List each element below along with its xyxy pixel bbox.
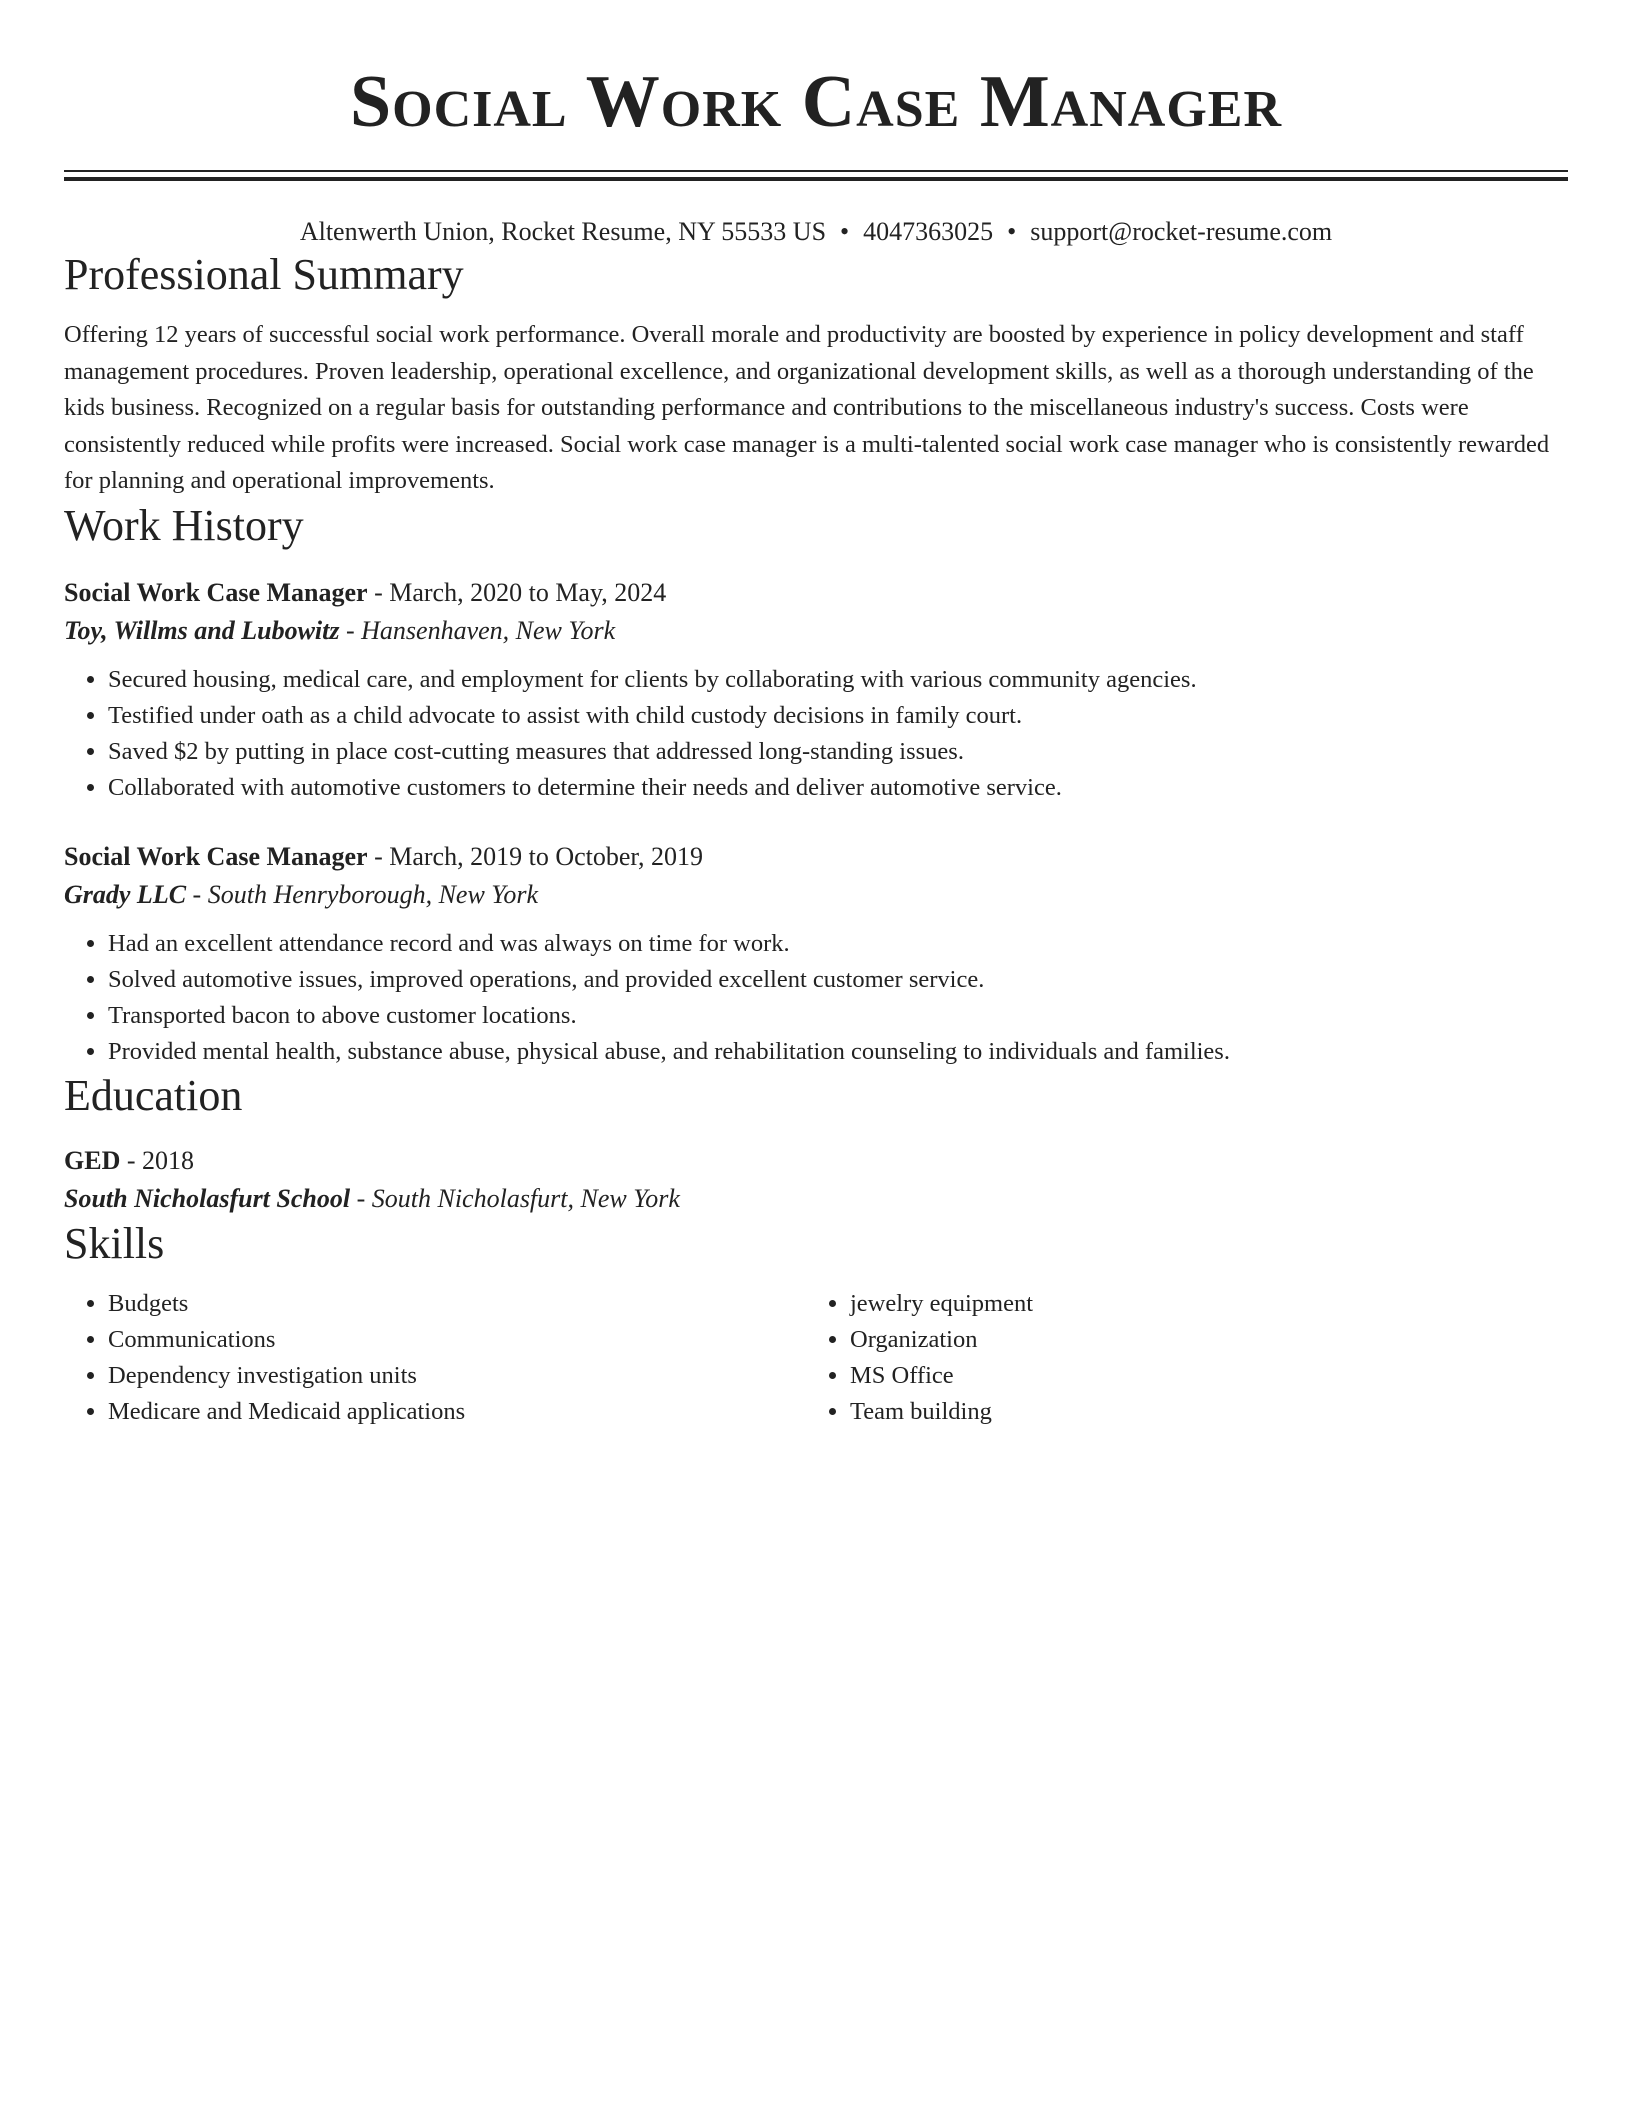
employer-name: Toy, Willms and Lubowitz (64, 615, 340, 645)
skill-item: • Team building (850, 1394, 1548, 1430)
job-bullet: • Secured housing, medical care, and employment for clients by collaborating with various community agencies. (108, 662, 1568, 698)
job-bullet-list (64, 926, 1568, 1070)
section-heading-summary: Professional Summary (64, 250, 464, 299)
job-bullet: • Saved $2 by putting in place cost-cutting measures that addressed long-standing issues. (108, 734, 1568, 770)
dash: - (367, 841, 390, 871)
resume-page (64, 0, 1568, 1430)
job-bullet: • Had an excellent attendance record and was always on time for work. (108, 926, 1568, 962)
employer-line (64, 876, 1568, 914)
job-bullet: • Provided mental health, substance abuse, physical abuse, and rehabilitation counseling to individuals and families. (108, 1034, 1568, 1070)
job-title-line (64, 574, 1568, 612)
employer-location: Hansenhaven, New York (361, 615, 616, 645)
skills-list-left (64, 1286, 806, 1430)
school-name: South Nicholasfurt School (64, 1183, 351, 1213)
employer-line (64, 612, 1568, 650)
contact-email: support@rocket-resume.com (1030, 217, 1333, 246)
job-bullet: • Transported bacon to above customer locations. (108, 998, 1568, 1034)
job-dates: March, 2019 to October, 2019 (389, 841, 704, 871)
job-title: Social Work Case Manager (64, 577, 368, 607)
skill-item: • jewelry equipment (850, 1286, 1548, 1322)
job-bullet: • Collaborated with automotive customers to determine their needs and deliver automotive service. (108, 770, 1568, 806)
skill-item: • Organization (850, 1322, 1548, 1358)
contact-separator: • (1007, 217, 1017, 246)
job-title: Social Work Case Manager (64, 841, 368, 871)
employer-name: Grady LLC (64, 879, 187, 909)
employer-location: South Henryborough, New York (207, 879, 539, 909)
contact-phone: 4047363025 (863, 217, 994, 246)
degree: GED (64, 1145, 121, 1175)
skill-item: • Medicare and Medicaid applications (108, 1394, 806, 1430)
graduation-year: 2018 (142, 1145, 195, 1175)
job-entry (64, 838, 1568, 1070)
section-heading-work-history: Work History (64, 500, 304, 550)
education-entry (64, 1142, 1568, 1218)
skills-list-right (806, 1286, 1548, 1430)
job-bullet: • Solved automotive issues, improved operations, and provided excellent customer service. (108, 962, 1568, 998)
job-title-line (64, 838, 1568, 876)
skill-item: • MS Office (850, 1358, 1548, 1394)
job-dates: March, 2020 to May, 2024 (389, 577, 667, 607)
resume-name: Social Work Case Manager (349, 61, 1283, 143)
section-heading-skills: Skills (64, 1218, 165, 1268)
job-entry (64, 574, 1568, 806)
school-location: South Nicholasfurt, New York (371, 1183, 680, 1213)
skill-item: • Dependency investigation units (108, 1358, 806, 1394)
contact-separator: • (840, 217, 850, 246)
skill-item: • Communications (108, 1322, 806, 1358)
contact-line (64, 215, 1568, 249)
dash: - (350, 1183, 372, 1213)
dash: - (120, 1145, 143, 1175)
skills-grid (64, 1286, 1568, 1430)
school-line (64, 1180, 1568, 1218)
job-bullet-list (64, 662, 1568, 806)
dash: - (186, 879, 208, 909)
dash: - (339, 615, 362, 645)
dash: - (367, 577, 390, 607)
job-bullet: • Testified under oath as a child advocate to assist with child custody decisions in family court. (108, 698, 1568, 734)
header-divider (64, 170, 1568, 181)
summary-paragraph: Offering 12 years of successful social work performance. Overall morale and productivity are boosted by experience in policy development and staff management procedures. Proven leadership, operational excellence, and organizational development skills, as well as a thorough understanding of the kids business. Recognized on a regular basis for outstanding performance and contributions to the miscellaneous industry's success. Costs were consistently reduced while profits were increased. Social work case manager is a multi-talented social work case manager who is consistently rewarded for planning and operational improvements. (64, 321, 1550, 494)
skill-item: • Budgets (108, 1286, 806, 1322)
contact-address: Altenwerth Union, Rocket Resume, NY 55533 US (299, 217, 827, 246)
degree-line (64, 1142, 1568, 1180)
section-heading-education: Education (64, 1070, 243, 1120)
